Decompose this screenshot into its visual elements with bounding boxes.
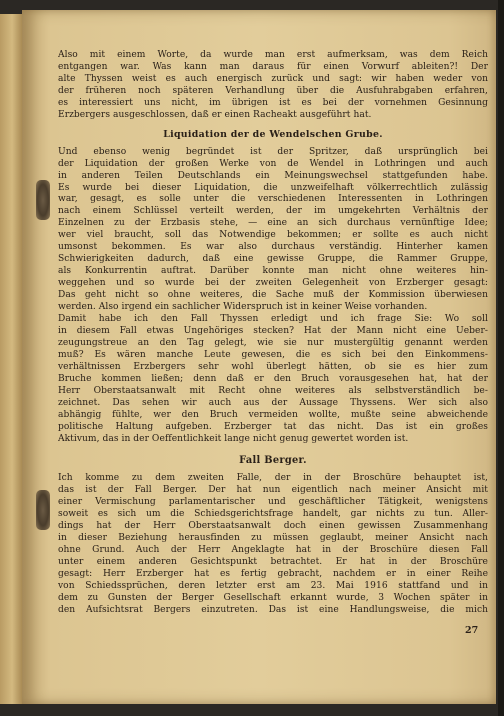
text-line: in diesem Fall etwas Ungehöriges stecken? Hat der Mann nicht eine Ueber-: [58, 325, 488, 336]
text-line: ohne Grund. Auch der Herr Angeklagte hat in der Broschüre diesen Fall: [58, 545, 488, 556]
text-line: Erzbergers ausgeschlossen, daß er einen Racheakt ausgeführt hat.: [58, 109, 372, 120]
text-line: Einzelnen zu der Erzbasis stehe, — eine an sich durchaus vernünftige Idee;: [58, 218, 488, 229]
text-line: Damit habe ich den Fall Thyssen erledigt und ich frage Sie: Wo soll: [58, 314, 488, 325]
text-line: werden. Also irgend ein sachlicher Widerspruch ist in keiner Weise vorhanden.: [58, 302, 428, 313]
text-line: einer Vermischung parlamentarischer und geschäftlicher Tätigkeit, wenigstens: [58, 497, 488, 508]
text-line: verhältnissen Erzbergers sehr wohl überlegt hätten, ob sie es hier zum: [58, 361, 488, 372]
text-line: dem zu Gunsten der Berger Gesellschaft erkannt wurde, 3 Wochen später in: [58, 592, 488, 603]
text-line: war, gesagt, es solle unter die verschiedenen Interessenten in Lothringen: [58, 194, 488, 205]
text-line: dings hat der Herr Oberstaatsanwalt doch einen gewissen Zusammenhang: [58, 521, 488, 532]
text-line: von Schiedssprüchen, deren letzter erst am 23. Mai 1916 stattfand und in: [58, 581, 488, 592]
text-line: Und ebenso wenig begründet ist der Spritzer, daß ursprünglich bei: [58, 146, 488, 157]
text-line: Es wurde bei dieser Liquidation, die unzweifelhaft völkerrechtlich zulässig: [58, 182, 488, 193]
text-line: der Liquidation der großen Werke von de Wendel in Lothringen und auch: [58, 158, 488, 169]
text-line: abhängig fühlte, wer den Bruch vermeiden wollte, mußte seine abweichende: [58, 409, 488, 420]
text-line: weggehen und so wurde bei der zweiten Gelegenheit von Erzberger gesagt:: [58, 278, 488, 289]
text-line: zeugungstreue an den Tag gelegt, wie sie nur mustergültig genannt werden: [58, 337, 488, 348]
text-line: Ich komme zu dem zweiten Falle, der in der Broschüre behauptet ist,: [58, 473, 488, 484]
text-line: Aktivum, das in der Oeffentlichkeit lange nicht genug gewertet worden ist.: [58, 433, 409, 444]
previous-page-edge: [0, 14, 23, 704]
text-line: umsonst bekommen. Es war also durchaus verständig. Hinterher kamen: [58, 242, 488, 253]
text-line: in dieser Beziehung herausfinden zu müssen geglaubt, meiner Ansicht nach: [58, 533, 488, 544]
page-number: 27: [465, 625, 479, 636]
section-heading-liquidation: Liquidation der de Wendelschen Grube.: [163, 128, 383, 140]
text-line: es interessiert uns nicht, im übrigen ist es bei der vornehmen Gesinnung: [58, 97, 488, 108]
text-line: muß? Es wären manche Leute gewesen, die es sich bei den Einkommens-: [58, 349, 488, 360]
paragraph-3: [58, 314, 488, 445]
text-line: alte Thyssen weist es auch energisch zurück und sagt: wir haben weder von: [58, 73, 488, 84]
section-heading-fall-berger: Fall Berger.: [239, 454, 307, 466]
paragraph-4: [58, 473, 488, 616]
staple-bottom: [36, 490, 50, 530]
page-text: [58, 50, 488, 617]
text-line: Herr Oberstaatsanwalt mit Recht ohne weiteres als selbstverständlich be-: [58, 385, 488, 396]
text-line: zeichnet. Das sehen wir auch aus der Aussage Thyssens. Wer sich also: [58, 397, 488, 408]
scan-border: [498, 0, 504, 716]
text-line: entgangen war. Was kann man daraus für einen Vorwurf ableiten?! Der: [58, 61, 488, 72]
text-line: soweit es sich um die Schiedsgerichtsfrage handelt, gar nichts zu tun. Aller-: [58, 509, 488, 520]
text-line: Das geht nicht so ohne weiteres, die Sache muß der Kommission überwiesen: [58, 290, 488, 301]
text-line: in anderen Teilen Deutschlands ein Meinungswechsel stattgefunden habe.: [58, 170, 488, 181]
paragraph-2: [58, 147, 488, 314]
text-line: Bruche kommen ließen; denn daß er den Bruch vorausgesehen hat, hat der: [58, 373, 488, 384]
text-line: unter einem anderen Gesichtspunkt betrachtet. Er hat in der Broschüre: [58, 557, 488, 568]
text-line: Schwierigkeiten dadurch, daß eine gewisse Gruppe, die Rammer Gruppe,: [58, 254, 488, 265]
text-line: gesagt: Herr Erzberger hat es fertig gebracht, nachdem er in einer Reihe: [58, 569, 488, 580]
text-line: Also mit einem Worte, da wurde man erst aufmerksam, was dem Reich: [58, 50, 488, 60]
text-line: den Aufsichtsrat Bergers einzutreten. Das ist eine Handlungsweise, die mich: [58, 604, 488, 615]
paragraph-1: [58, 50, 488, 122]
text-line: wer viel braucht, soll das Notwendige bekommen; er sollte es auch nicht: [58, 230, 488, 241]
text-line: der früheren noch späteren Verhandlung über die Ausfuhrabgaben erfahren,: [58, 85, 488, 96]
text-line: politische Haltung aufgeben. Erzberger tat das nicht. Das ist ein großes: [58, 421, 488, 432]
text-line: das ist der Fall Berger. Der hat nun eigentlich nach meiner Ansicht mit: [58, 485, 488, 496]
staple-top: [36, 180, 50, 220]
text-line: nach einem Schlüssel verteilt werden, der im umgekehrten Verhältnis der: [58, 206, 488, 217]
book-page: [22, 10, 496, 704]
text-line: als Konkurrentin auftrat. Darüber konnte man nicht ohne weiteres hin-: [58, 266, 488, 277]
